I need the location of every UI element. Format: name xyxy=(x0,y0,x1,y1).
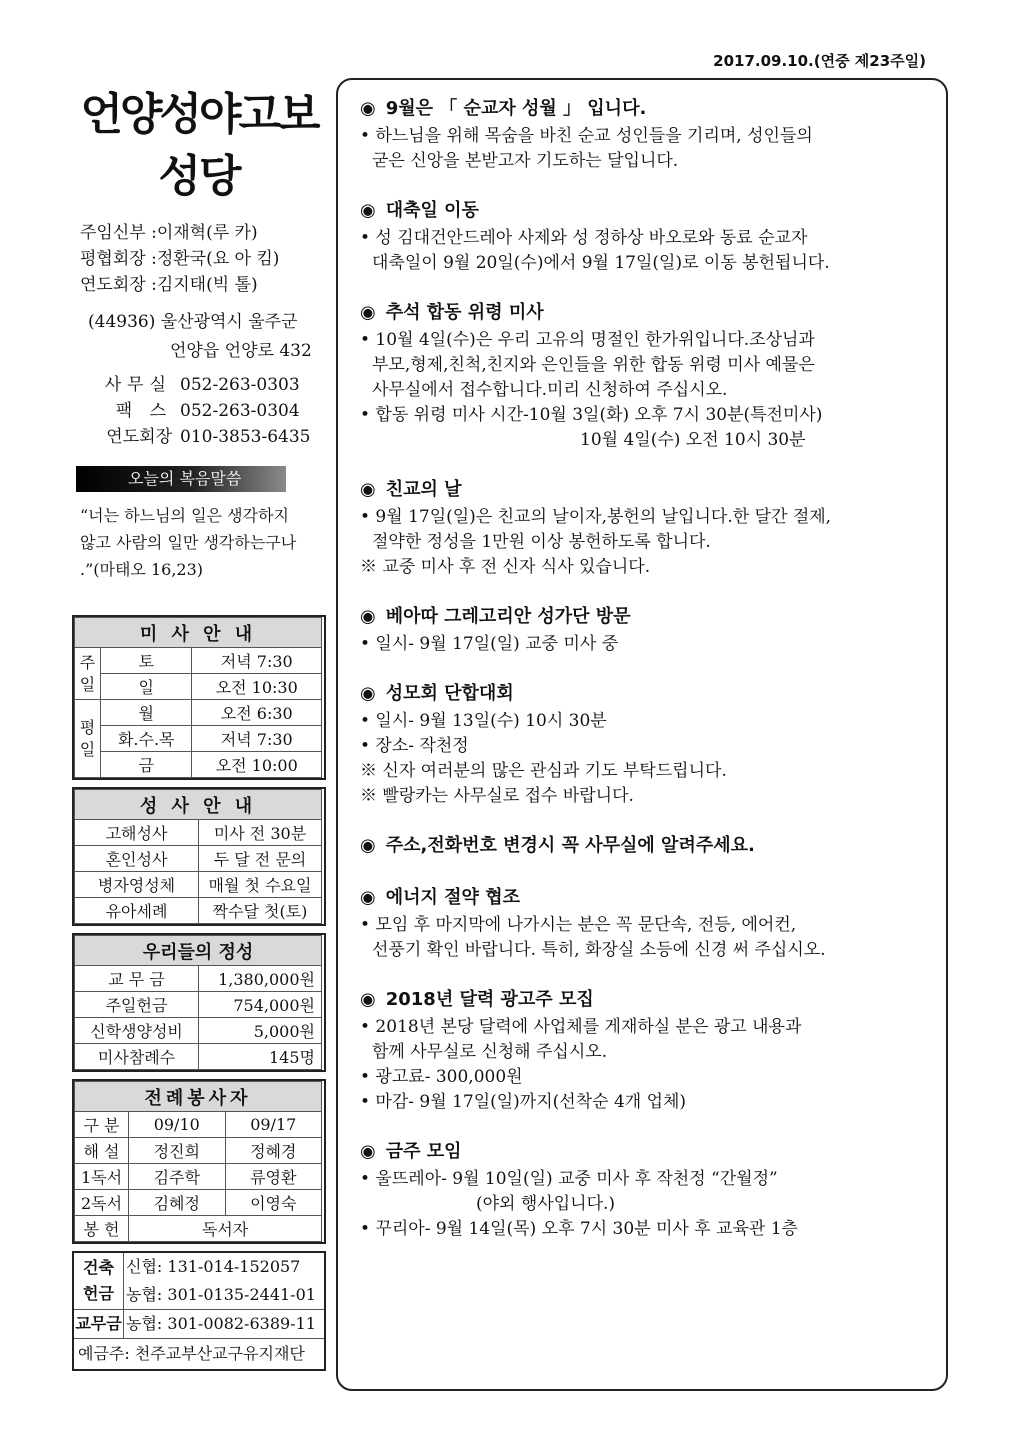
notice-title-text: 9월은 「 순교자 성월 」 입니다. xyxy=(385,98,647,119)
left-column xyxy=(72,84,326,1371)
notice-section xyxy=(360,985,928,1115)
offering-table xyxy=(72,933,326,1072)
bank-account: 농협: 301-0135-2441-01 xyxy=(126,1285,316,1304)
notice-title-text: 성모회 단합대회 xyxy=(385,683,514,704)
notice-title-text: 금주 모임 xyxy=(385,1141,462,1162)
notice-title xyxy=(360,94,928,124)
notice-line: 10월 4일(수) 오전 10시 30분 xyxy=(580,430,806,450)
notice-title xyxy=(360,1137,928,1167)
notice-section xyxy=(360,883,928,963)
notice-line: • 울뜨레아- 9월 10일(일) 교중 미사 후 작천정 “간월정” xyxy=(360,1169,778,1189)
notice-line: • 하느님을 위해 목숨을 바친 순교 성인들을 기리며, 성인들의 xyxy=(360,126,813,146)
mass-schedule-header: 미 사 안 내 xyxy=(75,618,322,648)
notice-title-text: 친교의 날 xyxy=(385,479,462,500)
target-bullet-icon: ◉ xyxy=(360,683,376,704)
notice-line: ※ 빨랑카는 사무실로 접수 바랍니다. xyxy=(360,786,634,806)
server-role: 2독서 xyxy=(75,1190,129,1216)
notice-section xyxy=(360,831,928,861)
notice-section xyxy=(360,475,928,580)
sacrament-name: 병자영성체 xyxy=(75,872,199,898)
address-line-2: 언양읍 언양로 432 xyxy=(170,341,312,361)
mass-day: 토 xyxy=(101,648,192,674)
sacrament-name: 고해성사 xyxy=(75,820,199,846)
server-role: 1독서 xyxy=(75,1164,129,1190)
target-bullet-icon: ◉ xyxy=(360,887,376,908)
mass-day: 월 xyxy=(101,700,192,726)
notice-title-text: 베아따 그레고리안 성가단 방문 xyxy=(385,606,631,627)
notice-section xyxy=(360,1137,928,1242)
notice-title xyxy=(360,831,928,861)
server-role: 해 설 xyxy=(75,1138,129,1164)
sacrament-info: 짝수달 첫(토) xyxy=(199,898,322,924)
notice-title xyxy=(360,602,928,632)
masthead-subtitle: 성당 xyxy=(158,151,240,202)
servers-col-label: 구 분 xyxy=(75,1112,129,1138)
sacrament-info: 두 달 전 문의 xyxy=(199,846,322,872)
notice-line: • 꾸리아- 9월 14일(목) 오후 7시 30분 미사 후 교육관 1층 xyxy=(360,1219,798,1239)
notice-line: • 합동 위령 미사 시간-10월 3일(화) 오후 7시 30분(특전미사) xyxy=(360,405,823,425)
server-name: 정혜경 xyxy=(225,1138,322,1164)
notice-line: • 모임 후 마지막에 나가시는 분은 꼭 문단속, 전등, 에어컨, xyxy=(360,915,797,935)
sacrament-table xyxy=(72,787,326,926)
staff-pastor: 주임신부 :이재혁(루 카) xyxy=(80,223,258,243)
sacrament-info: 매월 첫 수요일 xyxy=(199,872,322,898)
bank-account: 신협: 131-014-152057 xyxy=(126,1257,301,1276)
sacrament-info: 미사 전 30분 xyxy=(199,820,322,846)
contact-fax xyxy=(72,398,326,424)
notice-line: 절약한 정성을 1만원 이상 봉헌하도록 합니다. xyxy=(372,532,711,552)
notice-line: • 장소- 작천정 xyxy=(360,736,469,756)
notice-section xyxy=(360,298,928,453)
contact-label: 팩 스 xyxy=(115,401,172,421)
notice-title xyxy=(360,196,928,226)
bank-account: 농협: 301-0082-6389-11 xyxy=(126,1314,316,1333)
server-name: 류영환 xyxy=(225,1164,322,1190)
issue-date: 2017.09.10.(연중 제23주일) xyxy=(713,52,926,70)
gospel-line: .”(마태오 16,23) xyxy=(80,560,204,579)
notice-title-text: 주소,전화번호 변경시 꼭 사무실에 알려주세요. xyxy=(385,835,755,856)
account-holder: 예금주: 천주교부산교구유지재단 xyxy=(78,1344,305,1363)
target-bullet-icon: ◉ xyxy=(360,1141,376,1162)
server-role: 봉 헌 xyxy=(75,1216,129,1242)
offering-name: 주일헌금 xyxy=(75,992,199,1018)
offering-value: 145명 xyxy=(199,1044,322,1070)
mass-time: 오전 10:00 xyxy=(192,752,322,778)
notice-section xyxy=(360,196,928,276)
mass-day: 화.수.목 xyxy=(101,726,192,752)
contact-value: 010-3853-6435 xyxy=(180,427,311,447)
notice-title xyxy=(360,475,928,505)
tithe-label: 교무금 xyxy=(74,1310,124,1338)
gospel-line: 않고 사람의 일만 생각하는구나 xyxy=(80,533,297,552)
target-bullet-icon: ◉ xyxy=(360,835,376,856)
notice-line: • 일시- 9월 13일(수) 10시 30분 xyxy=(360,711,607,731)
staff-list xyxy=(72,220,326,298)
offering-name: 미사참례수 xyxy=(75,1044,199,1070)
contact-yeondo xyxy=(72,424,326,450)
weekday-label: 평일 xyxy=(75,700,101,778)
notice-title xyxy=(360,298,928,328)
masthead xyxy=(72,84,326,208)
notice-title-text: 추석 합동 위령 미사 xyxy=(385,302,544,323)
notice-section xyxy=(360,94,928,174)
notice-line: 굳은 신앙을 본받고자 기도하는 달입니다. xyxy=(372,151,679,171)
notice-line: (야외 행사입니다.) xyxy=(476,1194,616,1214)
notice-title-text: 에너지 절약 협조 xyxy=(385,887,520,908)
target-bullet-icon: ◉ xyxy=(360,200,376,221)
mass-time: 오전 6:30 xyxy=(192,700,322,726)
mass-schedule-table xyxy=(72,615,326,780)
contact-label: 연도회장 xyxy=(106,427,172,447)
target-bullet-icon: ◉ xyxy=(360,479,376,500)
notice-line: ※ 신자 여러분의 많은 관심과 기도 부탁드립니다. xyxy=(360,761,727,781)
offering-value: 1,380,000원 xyxy=(199,966,322,992)
gospel-header: 오늘의 복음말씀 xyxy=(76,466,286,492)
notice-title xyxy=(360,679,928,709)
notice-line: 선풍기 확인 바랍니다. 특히, 화장실 소등에 신경 써 주십시오. xyxy=(372,940,826,960)
mass-day: 금 xyxy=(101,752,192,778)
notice-line: 부모,형제,친척,친지와 은인들을 위한 합동 위령 미사 예물은 xyxy=(372,355,815,375)
contact-list xyxy=(72,372,326,450)
notice-title xyxy=(360,985,928,1015)
offering-value: 754,000원 xyxy=(199,992,322,1018)
notice-title-text: 대축일 이동 xyxy=(385,200,479,221)
mass-time: 오전 10:30 xyxy=(192,674,322,700)
offering-value: 5,000원 xyxy=(199,1018,322,1044)
server-name: 독서자 xyxy=(129,1216,322,1242)
sacrament-name: 유아세례 xyxy=(75,898,199,924)
notice-section xyxy=(360,679,928,809)
offering-header: 우리들의 정성 xyxy=(75,936,322,966)
mass-time: 저녁 7:30 xyxy=(192,726,322,752)
offering-name: 신학생양성비 xyxy=(75,1018,199,1044)
staff-yeondo: 연도회장 :김지태(빅 톨) xyxy=(80,275,258,295)
gospel-text xyxy=(72,502,326,583)
target-bullet-icon: ◉ xyxy=(360,302,376,323)
bank-accounts xyxy=(72,1251,326,1371)
address-line-1: (44936) 울산광역시 울주군 xyxy=(88,312,298,332)
building-fund-label: 건축 헌금 xyxy=(74,1253,124,1309)
offering-name: 교 무 금 xyxy=(75,966,199,992)
servers-col-date: 09/10 xyxy=(129,1112,226,1138)
notice-line: • 광고료- 300,000원 xyxy=(360,1067,523,1087)
masthead-title: 언양성야고보 xyxy=(80,89,318,140)
notice-line: • 마감- 9월 17일(일)까지(선착순 4개 업체) xyxy=(360,1092,687,1112)
liturgy-servers-table xyxy=(72,1079,326,1244)
server-name: 김주학 xyxy=(129,1164,226,1190)
address xyxy=(72,308,326,366)
target-bullet-icon: ◉ xyxy=(360,98,376,119)
notice-title xyxy=(360,883,928,913)
notice-line: • 10월 4일(수)은 우리 고유의 명절인 한가위입니다.조상님과 xyxy=(360,330,815,350)
notice-line: • 2018년 본당 달력에 사업체를 게재하실 분은 광고 내용과 xyxy=(360,1017,802,1037)
notice-section xyxy=(360,602,928,657)
contact-office xyxy=(72,372,326,398)
server-name: 김혜정 xyxy=(129,1190,226,1216)
notice-line: • 9월 17일(일)은 친교의 날이자,봉헌의 날입니다.한 달간 절제, xyxy=(360,507,832,527)
target-bullet-icon: ◉ xyxy=(360,989,376,1010)
contact-label: 사무실 xyxy=(104,375,172,395)
servers-col-date: 09/17 xyxy=(225,1112,322,1138)
notices-panel xyxy=(336,78,948,1391)
notice-line: 사무실에서 접수합니다.미리 신청하여 주십시오. xyxy=(372,380,728,400)
notice-line: • 성 김대건안드레아 사제와 성 정하상 바오로와 동료 순교자 xyxy=(360,228,808,248)
server-name: 이영숙 xyxy=(225,1190,322,1216)
contact-value: 052-263-0304 xyxy=(180,401,300,421)
servers-header: 전례봉사자 xyxy=(75,1082,322,1112)
server-name: 정진희 xyxy=(129,1138,226,1164)
mass-day: 일 xyxy=(101,674,192,700)
contact-value: 052-263-0303 xyxy=(180,375,300,395)
notice-line: 대축일이 9월 20일(수)에서 9월 17일(일)로 이동 봉헌됩니다. xyxy=(372,253,830,273)
notice-title-text: 2018년 달력 광고주 모집 xyxy=(385,989,594,1010)
sunday-label: 주일 xyxy=(75,648,101,700)
sacrament-header: 성 사 안 내 xyxy=(75,790,322,820)
sacrament-name: 혼인성사 xyxy=(75,846,199,872)
target-bullet-icon: ◉ xyxy=(360,606,376,627)
notice-line: ※ 교중 미사 후 전 신자 식사 있습니다. xyxy=(360,557,651,577)
staff-council: 평협회장 :정환국(요 아 킴) xyxy=(80,249,280,269)
mass-time: 저녁 7:30 xyxy=(192,648,322,674)
gospel-line: “너는 하느님의 일은 생각하지 xyxy=(80,506,289,525)
notice-line: 함께 사무실로 신청해 주십시오. xyxy=(372,1042,608,1062)
notice-line: • 일시- 9월 17일(일) 교중 미사 중 xyxy=(360,634,619,654)
